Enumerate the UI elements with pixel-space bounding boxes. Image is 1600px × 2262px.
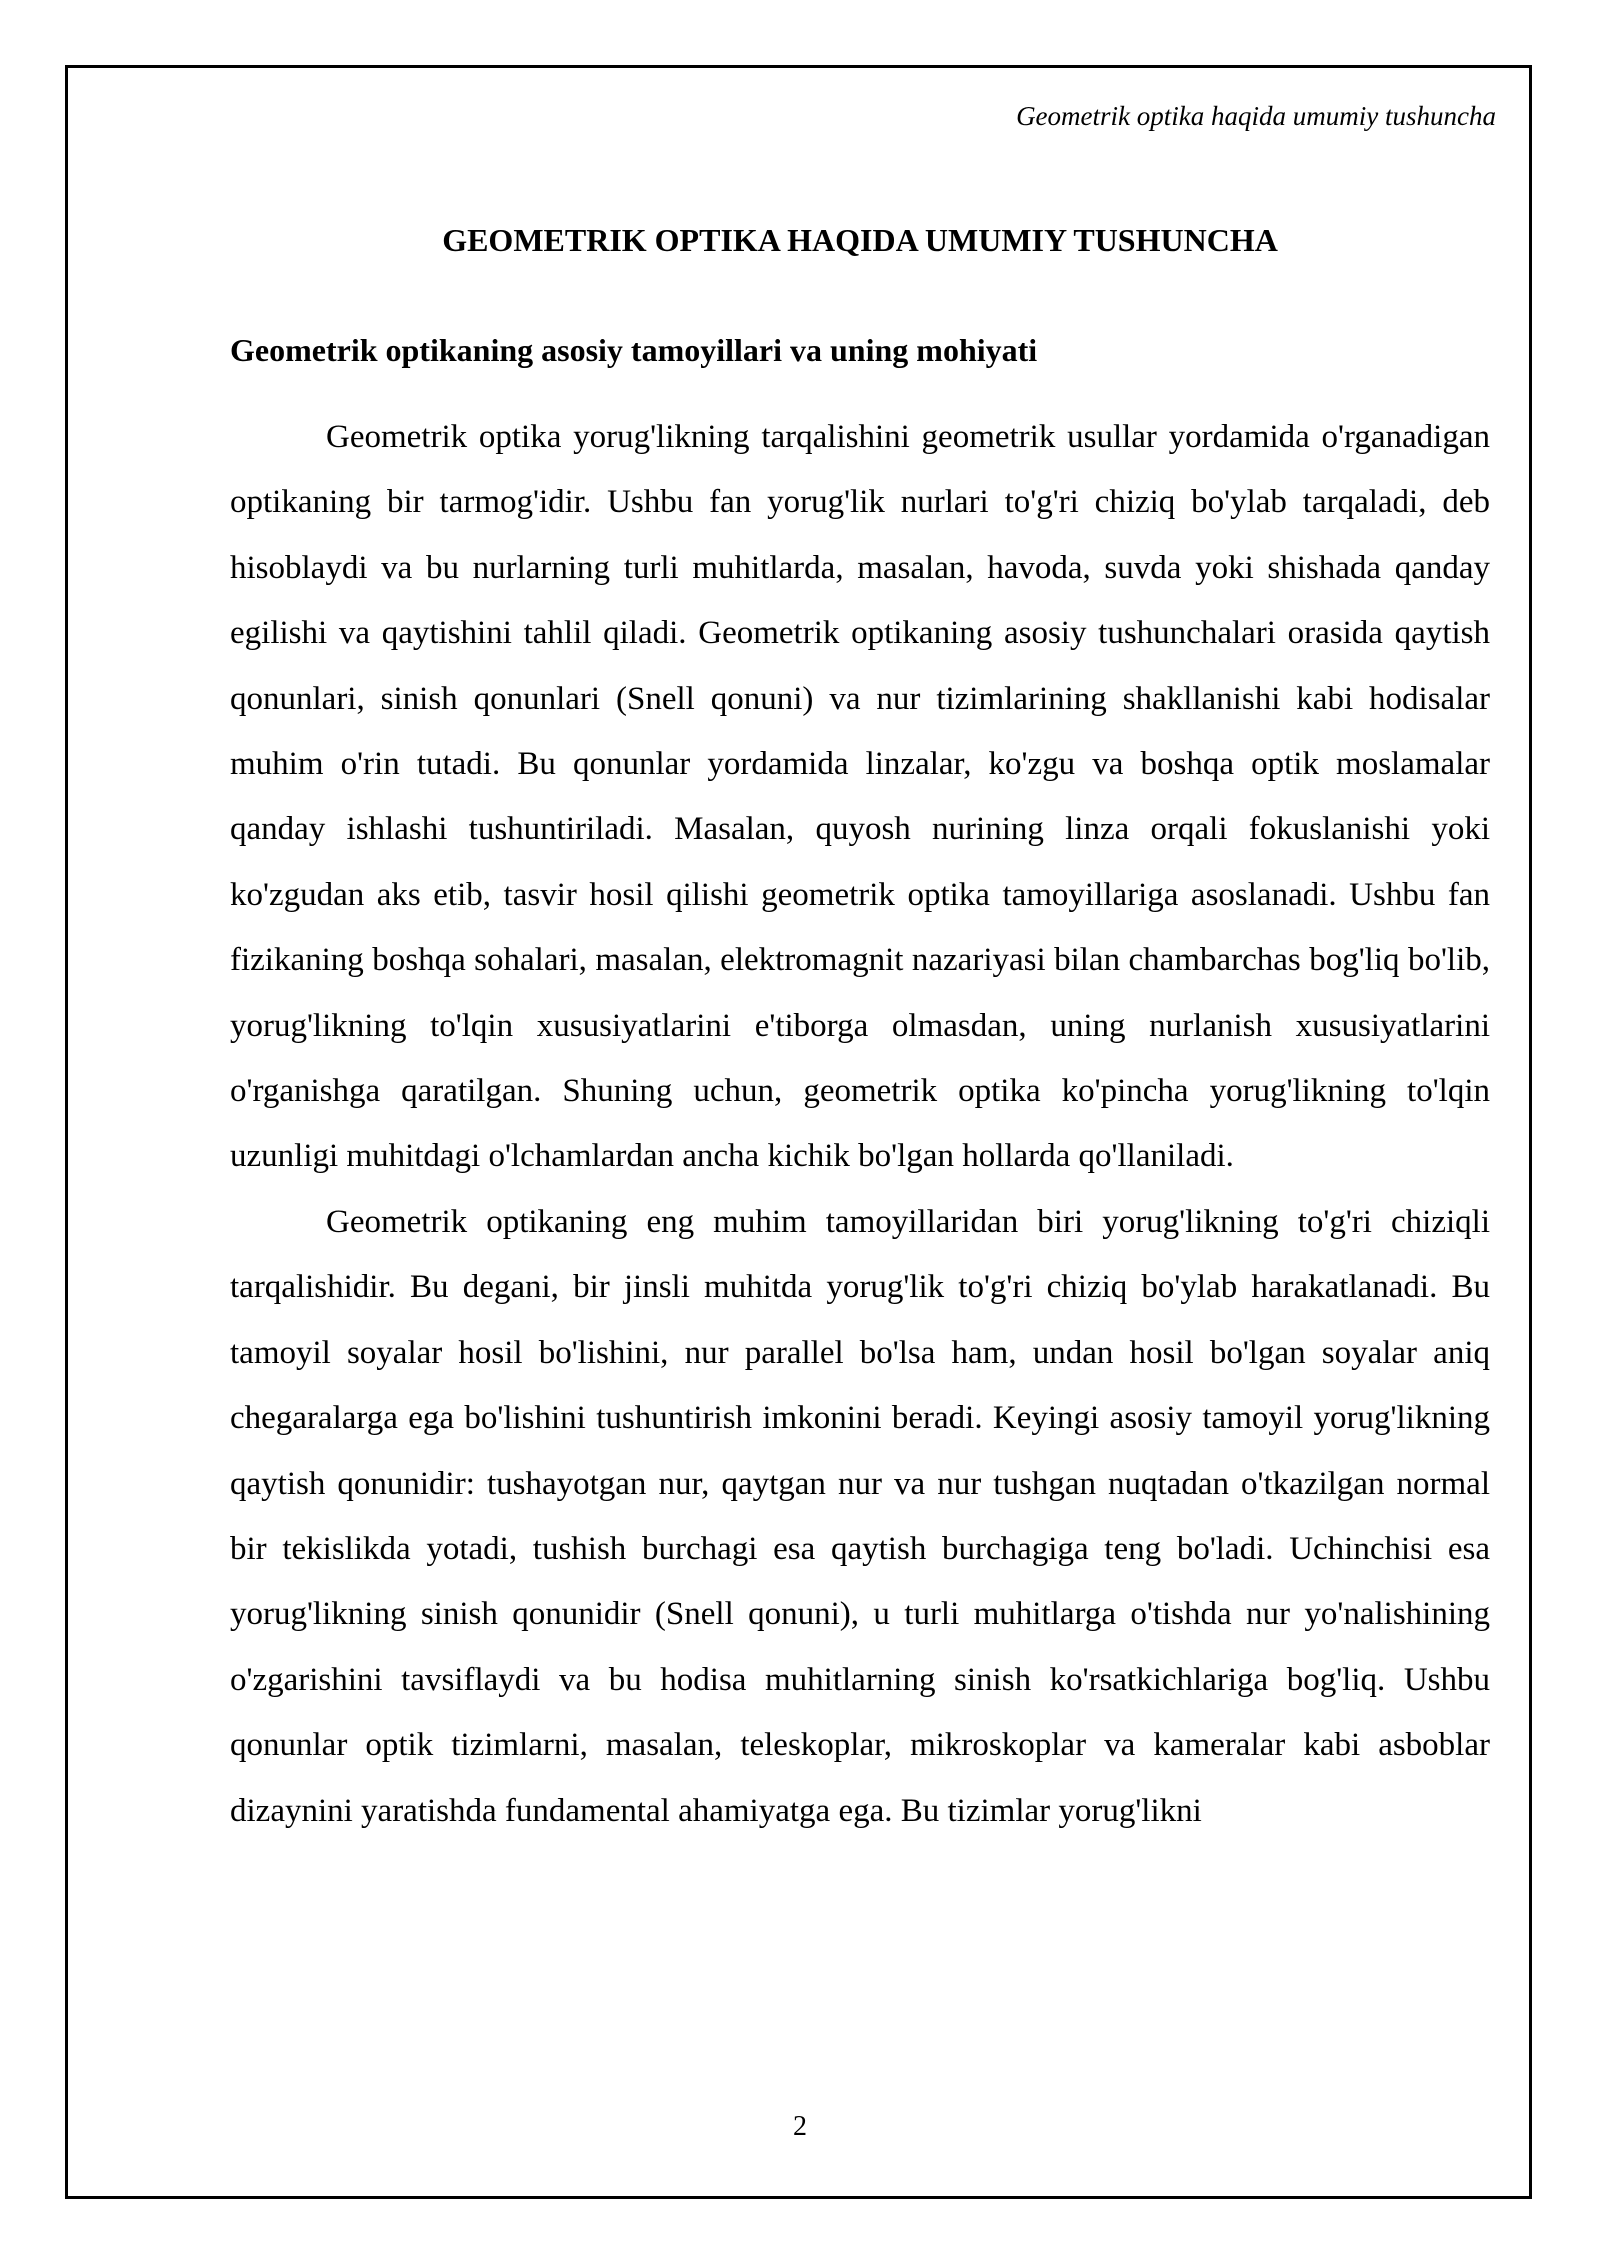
body-text bbox=[230, 405, 1490, 1844]
page-number: 2 bbox=[793, 2111, 807, 2142]
paragraph-1: Geometrik optika yorug'likning tarqalishini geometrik usullar yordamida o'rganadigan optikaning bir tarmog'idir. Ushbu fan yorug'lik nurlari to'g'ri chiziq bo'ylab tarqaladi, deb hisoblaydi va bu nurlarning turli muhitlarda, masalan, havoda, suvda yoki shishada qanday egilishi va qaytishini tahlil qiladi. Geometrik optikaning asosiy tushunchalari orasida qaytish qonunlari, sinish qonunlari (Snell qonuni) va nur tizimlarining shakllanishi kabi hodisalar muhim o'rin tutadi. Bu qonunlar yordamida linzalar, ko'zgu va boshqa optik moslamalar qanday ishlashi tushuntiriladi. Masalan, quyosh nurining linza orqali fokuslanishi yoki ko'zgudan aks etib, tasvir hosil qilishi geometrik optika tamoyillariga asoslanadi. Ushbu fan fizikaning boshqa sohalari, masalan, elektromagnit nazariyasi bilan chambarchas bog'liq bo'lib, yorug'likning to'lqin xususiyatlarini e'tiborga olmasdan, uning nurlanish xususiyatlarini o'rganishga qaratilgan. Shuning uchun, geometrik optika ko'pincha yorug'likning to'lqin uzunligi muhitdagi o'lchamlardan ancha kichik bo'lgan hollarda qo'llaniladi. bbox=[230, 419, 1490, 1175]
section-heading: Geometrik optikaning asosiy tamoyillari va uning mohiyati bbox=[230, 332, 1038, 368]
paragraph-2: Geometrik optikaning eng muhim tamoyillaridan biri yorug'likning to'g'ri chiziqli tarqalishidir. Bu degani, bir jinsli muhitda yorug'lik to'g'ri chiziq bo'ylab harakatlanadi. Bu tamoyil soyalar hosil bo'lishini, nur parallel bo'lsa ham, undan hosil bo'lgan soyalar aniq chegaralarga ega bo'lishini tushuntirish imkonini beradi. Keyingi asosiy tamoyil yorug'likning qaytish qonunidir: tushayotgan nur, qaytgan nur va nur tushgan nuqtadan o'tkazilgan normal bir tekislikda yotadi, tushish burchagi esa qaytish burchagiga teng bo'ladi. Uchinchisi esa yorug'likning sinish qonunidir (Snell qonuni), u turli muhitlarga o'tishda nur yo'nalishining o'zgarishini tavsiflaydi va bu hodisa muhitlarning sinish ko'rsatkichlariga bog'liq. Ushbu qonunlar optik tizimlarni, masalan, teleskoplar, mikroskoplar va kameralar kabi asboblar dizaynini yaratishda fundamental ahamiyatga ega. Bu tizimlar yorug'likni bbox=[230, 1203, 1490, 1829]
document-title: GEOMETRIK OPTIKA HAQIDA UMUMIY TUSHUNCHA bbox=[442, 222, 1278, 258]
running-header: Geometrik optika haqida umumiy tushuncha bbox=[1016, 101, 1496, 131]
